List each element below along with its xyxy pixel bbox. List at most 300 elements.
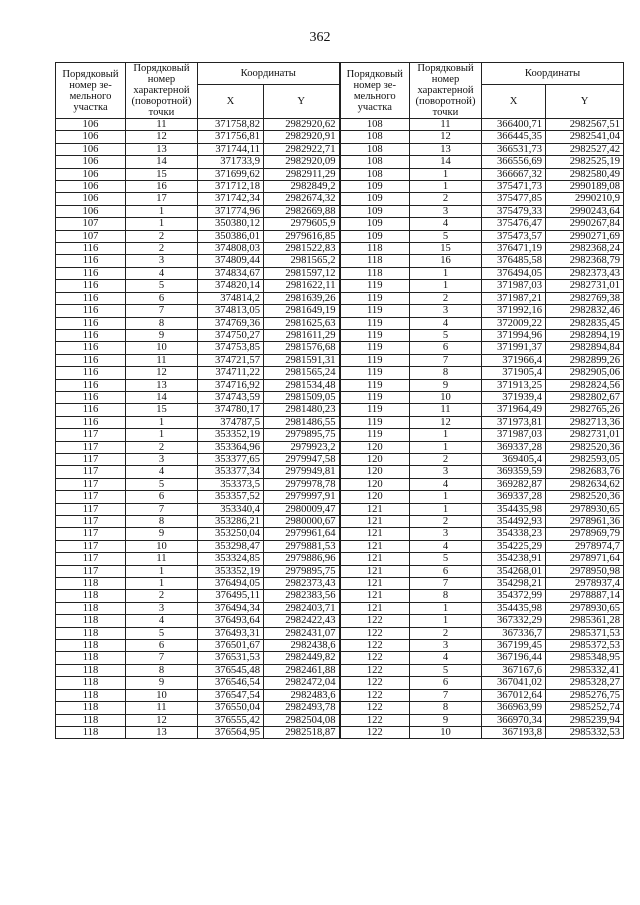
- table-row: [56, 143, 624, 155]
- y-coordinate-cell: 2982368,24: [546, 243, 624, 255]
- point-number-cell: 8: [126, 664, 198, 676]
- plot-number-cell: 118: [56, 726, 126, 738]
- plot-number-cell: 116: [56, 255, 126, 267]
- point-number-cell: 3: [410, 640, 482, 652]
- point-number-cell: 10: [126, 540, 198, 552]
- plot-number-cell: 118: [56, 652, 126, 664]
- table-row: [56, 329, 624, 341]
- plot-number-cell: 109: [340, 218, 410, 230]
- point-number-cell: 6: [126, 292, 198, 304]
- x-coordinate-cell: 371966,4: [482, 354, 546, 366]
- x-coordinate-cell: 367332,29: [482, 615, 546, 627]
- y-coordinate-cell: 2985252,74: [546, 702, 624, 714]
- plot-number-cell: 117: [56, 453, 126, 465]
- y-coordinate-cell: 2982461,88: [264, 664, 340, 676]
- header-x: X: [482, 85, 546, 119]
- y-coordinate-cell: 2979886,96: [264, 553, 340, 565]
- y-coordinate-cell: 2982894,19: [546, 329, 624, 341]
- x-coordinate-cell: 376493,64: [198, 615, 264, 627]
- point-number-cell: 2: [410, 516, 482, 528]
- table-row: [56, 491, 624, 503]
- y-coordinate-cell: 2978974,7: [546, 540, 624, 552]
- y-coordinate-cell: 2985276,75: [546, 689, 624, 701]
- table-row: [56, 416, 624, 428]
- table-row: [56, 367, 624, 379]
- plot-number-cell: 122: [340, 714, 410, 726]
- point-number-cell: 4: [410, 478, 482, 490]
- point-number-cell: 14: [126, 391, 198, 403]
- table-row: [56, 503, 624, 515]
- plot-number-cell: 121: [340, 565, 410, 577]
- plot-number-cell: 116: [56, 416, 126, 428]
- point-number-cell: 7: [410, 578, 482, 590]
- point-number-cell: 1: [126, 218, 198, 230]
- y-coordinate-cell: 2982472,04: [264, 677, 340, 689]
- plot-number-cell: 119: [340, 367, 410, 379]
- x-coordinate-cell: 376494,34: [198, 602, 264, 614]
- x-coordinate-cell: 354435,98: [482, 602, 546, 614]
- plot-number-cell: 106: [56, 143, 126, 155]
- plot-number-cell: 108: [340, 156, 410, 168]
- point-number-cell: 10: [410, 391, 482, 403]
- table-row: [56, 317, 624, 329]
- x-coordinate-cell: 371905,4: [482, 367, 546, 379]
- x-coordinate-cell: 376471,19: [482, 243, 546, 255]
- y-coordinate-cell: 2981480,23: [264, 404, 340, 416]
- x-coordinate-cell: 367193,8: [482, 726, 546, 738]
- x-coordinate-cell: 374787,5: [198, 416, 264, 428]
- point-number-cell: 8: [126, 516, 198, 528]
- header-plot-number: Порядковый номер зе-мельного участка: [56, 63, 126, 119]
- x-coordinate-cell: 366445,35: [482, 131, 546, 143]
- point-number-cell: 1: [410, 491, 482, 503]
- point-number-cell: 12: [126, 714, 198, 726]
- x-coordinate-cell: 371742,34: [198, 193, 264, 205]
- plot-number-cell: 109: [340, 181, 410, 193]
- x-coordinate-cell: 371758,82: [198, 119, 264, 131]
- plot-number-cell: 117: [56, 503, 126, 515]
- table-row: [56, 640, 624, 652]
- point-number-cell: 15: [126, 168, 198, 180]
- y-coordinate-cell: 2981639,26: [264, 292, 340, 304]
- y-coordinate-cell: 2981565,2: [264, 255, 340, 267]
- x-coordinate-cell: 353364,96: [198, 441, 264, 453]
- y-coordinate-cell: 2982580,49: [546, 168, 624, 180]
- y-coordinate-cell: 2979895,75: [264, 565, 340, 577]
- plot-number-cell: 122: [340, 664, 410, 676]
- point-number-cell: 11: [410, 119, 482, 131]
- y-coordinate-cell: 2982824,56: [546, 379, 624, 391]
- plot-number-cell: 106: [56, 193, 126, 205]
- table-row: [56, 267, 624, 279]
- x-coordinate-cell: 374711,22: [198, 367, 264, 379]
- table-row: [56, 131, 624, 143]
- x-coordinate-cell: 376531,53: [198, 652, 264, 664]
- y-coordinate-cell: 2978950,98: [546, 565, 624, 577]
- point-number-cell: 6: [410, 342, 482, 354]
- point-number-cell: 12: [410, 131, 482, 143]
- point-number-cell: 5: [126, 280, 198, 292]
- plot-number-cell: 122: [340, 627, 410, 639]
- x-coordinate-cell: 376494,05: [482, 267, 546, 279]
- y-coordinate-cell: 2982894,84: [546, 342, 624, 354]
- table-row: [56, 553, 624, 565]
- x-coordinate-cell: 366556,69: [482, 156, 546, 168]
- x-coordinate-cell: 369405,4: [482, 453, 546, 465]
- y-coordinate-cell: 2990267,84: [546, 218, 624, 230]
- y-coordinate-cell: 2982483,6: [264, 689, 340, 701]
- plot-number-cell: 117: [56, 466, 126, 478]
- y-coordinate-cell: 2990189,08: [546, 181, 624, 193]
- y-coordinate-cell: 2981522,83: [264, 243, 340, 255]
- y-coordinate-cell: 2985328,27: [546, 677, 624, 689]
- plot-number-cell: 108: [340, 168, 410, 180]
- x-coordinate-cell: 366963,99: [482, 702, 546, 714]
- plot-number-cell: 122: [340, 615, 410, 627]
- x-coordinate-cell: 367199,45: [482, 640, 546, 652]
- plot-number-cell: 120: [340, 491, 410, 503]
- x-coordinate-cell: 371987,21: [482, 292, 546, 304]
- plot-number-cell: 119: [340, 329, 410, 341]
- x-coordinate-cell: 354268,01: [482, 565, 546, 577]
- table-row: [56, 677, 624, 689]
- table-row: [56, 714, 624, 726]
- y-coordinate-cell: 2978971,64: [546, 553, 624, 565]
- point-number-cell: 5: [410, 664, 482, 676]
- y-coordinate-cell: 2979616,85: [264, 230, 340, 242]
- x-coordinate-cell: 353298,47: [198, 540, 264, 552]
- point-number-cell: 2: [126, 243, 198, 255]
- plot-number-cell: 122: [340, 726, 410, 738]
- plot-number-cell: 116: [56, 367, 126, 379]
- plot-number-cell: 118: [56, 664, 126, 676]
- point-number-cell: 6: [126, 640, 198, 652]
- plot-number-cell: 117: [56, 429, 126, 441]
- plot-number-cell: 109: [340, 230, 410, 242]
- x-coordinate-cell: 353377,65: [198, 453, 264, 465]
- point-number-cell: 12: [126, 367, 198, 379]
- table-row: [56, 391, 624, 403]
- x-coordinate-cell: 353286,21: [198, 516, 264, 528]
- y-coordinate-cell: 2982920,91: [264, 131, 340, 143]
- y-coordinate-cell: 2982403,71: [264, 602, 340, 614]
- plot-number-cell: 118: [340, 267, 410, 279]
- point-number-cell: 1: [126, 578, 198, 590]
- x-coordinate-cell: 374809,44: [198, 255, 264, 267]
- x-coordinate-cell: 371992,16: [482, 305, 546, 317]
- y-coordinate-cell: 2982769,38: [546, 292, 624, 304]
- point-number-cell: 1: [410, 168, 482, 180]
- point-number-cell: 2: [410, 453, 482, 465]
- point-number-cell: 16: [410, 255, 482, 267]
- x-coordinate-cell: 353340,4: [198, 503, 264, 515]
- plot-number-cell: 106: [56, 205, 126, 217]
- plot-number-cell: 106: [56, 131, 126, 143]
- x-coordinate-cell: 350380,12: [198, 218, 264, 230]
- point-number-cell: 8: [410, 590, 482, 602]
- table-row: [56, 342, 624, 354]
- x-coordinate-cell: 376495,11: [198, 590, 264, 602]
- y-coordinate-cell: 2982669,88: [264, 205, 340, 217]
- point-number-cell: 4: [126, 466, 198, 478]
- x-coordinate-cell: 374753,85: [198, 342, 264, 354]
- y-coordinate-cell: 2982541,04: [546, 131, 624, 143]
- plot-number-cell: 116: [56, 354, 126, 366]
- plot-number-cell: 121: [340, 516, 410, 528]
- plot-number-cell: 109: [340, 205, 410, 217]
- y-coordinate-cell: 2982520,36: [546, 441, 624, 453]
- y-coordinate-cell: 2982525,19: [546, 156, 624, 168]
- plot-number-cell: 119: [340, 379, 410, 391]
- x-coordinate-cell: 371913,25: [482, 379, 546, 391]
- point-number-cell: 1: [410, 267, 482, 279]
- plot-number-cell: 122: [340, 640, 410, 652]
- plot-number-cell: 117: [56, 441, 126, 453]
- y-coordinate-cell: 2981576,68: [264, 342, 340, 354]
- y-coordinate-cell: 2985371,53: [546, 627, 624, 639]
- y-coordinate-cell: 2982683,76: [546, 466, 624, 478]
- point-number-cell: 4: [410, 540, 482, 552]
- plot-number-cell: 117: [56, 478, 126, 490]
- plot-number-cell: 118: [56, 615, 126, 627]
- x-coordinate-cell: 366970,34: [482, 714, 546, 726]
- x-coordinate-cell: 374834,67: [198, 267, 264, 279]
- plot-number-cell: 118: [56, 702, 126, 714]
- y-coordinate-cell: 2978969,79: [546, 528, 624, 540]
- plot-number-cell: 118: [56, 627, 126, 639]
- x-coordinate-cell: 366400,71: [482, 119, 546, 131]
- y-coordinate-cell: 2982493,78: [264, 702, 340, 714]
- plot-number-cell: 116: [56, 243, 126, 255]
- table-row: [56, 404, 624, 416]
- plot-number-cell: 108: [340, 119, 410, 131]
- x-coordinate-cell: 371774,96: [198, 205, 264, 217]
- x-coordinate-cell: 369359,59: [482, 466, 546, 478]
- table-row: [56, 379, 624, 391]
- x-coordinate-cell: 353250,04: [198, 528, 264, 540]
- y-coordinate-cell: 2981611,29: [264, 329, 340, 341]
- point-number-cell: 16: [126, 181, 198, 193]
- header-plot-number: Порядковый номер зе-мельного участка: [340, 63, 410, 119]
- x-coordinate-cell: 371964,49: [482, 404, 546, 416]
- x-coordinate-cell: 375476,47: [482, 218, 546, 230]
- point-number-cell: 4: [410, 218, 482, 230]
- header-coordinates: Координаты: [198, 63, 340, 85]
- y-coordinate-cell: 2979895,75: [264, 429, 340, 441]
- y-coordinate-cell: 2990271,69: [546, 230, 624, 242]
- table-row: [56, 181, 624, 193]
- plot-number-cell: 121: [340, 602, 410, 614]
- plot-number-cell: 122: [340, 689, 410, 701]
- plot-number-cell: 116: [56, 329, 126, 341]
- table-row: [56, 354, 624, 366]
- table-row: [56, 540, 624, 552]
- x-coordinate-cell: 371973,81: [482, 416, 546, 428]
- header-y: Y: [264, 85, 340, 119]
- table-row: [56, 205, 624, 217]
- x-coordinate-cell: 375479,33: [482, 205, 546, 217]
- point-number-cell: 1: [126, 205, 198, 217]
- table-row: [56, 119, 624, 131]
- x-coordinate-cell: 375473,57: [482, 230, 546, 242]
- point-number-cell: 2: [126, 441, 198, 453]
- point-number-cell: 2: [126, 230, 198, 242]
- plot-number-cell: 108: [340, 143, 410, 155]
- x-coordinate-cell: 371756,81: [198, 131, 264, 143]
- x-coordinate-cell: 371712,18: [198, 181, 264, 193]
- x-coordinate-cell: 371987,03: [482, 429, 546, 441]
- plot-number-cell: 122: [340, 702, 410, 714]
- point-number-cell: 11: [126, 354, 198, 366]
- y-coordinate-cell: 2979997,91: [264, 491, 340, 503]
- point-number-cell: 5: [126, 478, 198, 490]
- table-row: [56, 689, 624, 701]
- x-coordinate-cell: 371994,96: [482, 329, 546, 341]
- x-coordinate-cell: 353357,52: [198, 491, 264, 503]
- y-coordinate-cell: 2982765,26: [546, 404, 624, 416]
- point-number-cell: 7: [410, 689, 482, 701]
- y-coordinate-cell: 2981622,11: [264, 280, 340, 292]
- x-coordinate-cell: 376494,05: [198, 578, 264, 590]
- y-coordinate-cell: 2982899,26: [546, 354, 624, 366]
- y-coordinate-cell: 2990243,64: [546, 205, 624, 217]
- header-coordinates: Координаты: [482, 63, 624, 85]
- point-number-cell: 1: [410, 615, 482, 627]
- y-coordinate-cell: 2982422,43: [264, 615, 340, 627]
- x-coordinate-cell: 376555,42: [198, 714, 264, 726]
- y-coordinate-cell: 2981509,05: [264, 391, 340, 403]
- x-coordinate-cell: 371699,62: [198, 168, 264, 180]
- table-row: [56, 218, 624, 230]
- y-coordinate-cell: 2981597,12: [264, 267, 340, 279]
- plot-number-cell: 107: [56, 218, 126, 230]
- plot-number-cell: 118: [56, 714, 126, 726]
- table-row: [56, 466, 624, 478]
- x-coordinate-cell: 376501,67: [198, 640, 264, 652]
- x-coordinate-cell: 374721,57: [198, 354, 264, 366]
- y-coordinate-cell: 2979949,81: [264, 466, 340, 478]
- y-coordinate-cell: 2982567,51: [546, 119, 624, 131]
- x-coordinate-cell: 374769,36: [198, 317, 264, 329]
- plot-number-cell: 119: [340, 354, 410, 366]
- y-coordinate-cell: 2982373,43: [264, 578, 340, 590]
- plot-number-cell: 120: [340, 453, 410, 465]
- y-coordinate-cell: 2979961,64: [264, 528, 340, 540]
- x-coordinate-cell: 374716,92: [198, 379, 264, 391]
- table-row: [56, 453, 624, 465]
- y-coordinate-cell: 2982449,82: [264, 652, 340, 664]
- plot-number-cell: 118: [56, 590, 126, 602]
- point-number-cell: 4: [410, 652, 482, 664]
- point-number-cell: 9: [410, 714, 482, 726]
- x-coordinate-cell: 353352,19: [198, 429, 264, 441]
- y-coordinate-cell: 2981565,24: [264, 367, 340, 379]
- x-coordinate-cell: 353324,85: [198, 553, 264, 565]
- header-point-number: Порядковый номер характерной (поворотной) точки: [126, 63, 198, 119]
- x-coordinate-cell: 374780,17: [198, 404, 264, 416]
- point-number-cell: 3: [410, 466, 482, 478]
- plot-number-cell: 118: [56, 677, 126, 689]
- point-number-cell: 2: [410, 292, 482, 304]
- point-number-cell: 3: [410, 528, 482, 540]
- y-coordinate-cell: 2978887,14: [546, 590, 624, 602]
- point-number-cell: 4: [126, 615, 198, 627]
- y-coordinate-cell: 2982518,87: [264, 726, 340, 738]
- y-coordinate-cell: 2982504,08: [264, 714, 340, 726]
- page-number: 362: [309, 30, 331, 45]
- header-x: X: [198, 85, 264, 119]
- x-coordinate-cell: 376485,58: [482, 255, 546, 267]
- point-number-cell: 14: [126, 156, 198, 168]
- x-coordinate-cell: 375471,73: [482, 181, 546, 193]
- x-coordinate-cell: 376493,31: [198, 627, 264, 639]
- y-coordinate-cell: 2982431,07: [264, 627, 340, 639]
- y-coordinate-cell: 2979978,78: [264, 478, 340, 490]
- y-coordinate-cell: 2982731,01: [546, 429, 624, 441]
- plot-number-cell: 121: [340, 540, 410, 552]
- plot-number-cell: 116: [56, 317, 126, 329]
- y-coordinate-cell: 2982674,32: [264, 193, 340, 205]
- point-number-cell: 4: [410, 317, 482, 329]
- y-coordinate-cell: 2978961,36: [546, 516, 624, 528]
- y-coordinate-cell: 2982832,46: [546, 305, 624, 317]
- plot-number-cell: 117: [56, 516, 126, 528]
- table-row: [56, 243, 624, 255]
- y-coordinate-cell: 2981591,31: [264, 354, 340, 366]
- plot-number-cell: 119: [340, 429, 410, 441]
- y-coordinate-cell: 2982802,67: [546, 391, 624, 403]
- point-number-cell: 5: [126, 627, 198, 639]
- x-coordinate-cell: 354492,93: [482, 516, 546, 528]
- plot-number-cell: 108: [340, 131, 410, 143]
- point-number-cell: 1: [410, 181, 482, 193]
- plot-number-cell: 106: [56, 168, 126, 180]
- x-coordinate-cell: 354298,21: [482, 578, 546, 590]
- plot-number-cell: 120: [340, 478, 410, 490]
- x-coordinate-cell: 369337,28: [482, 491, 546, 503]
- y-coordinate-cell: 2985332,41: [546, 664, 624, 676]
- point-number-cell: 6: [410, 565, 482, 577]
- y-coordinate-cell: 2981625,63: [264, 317, 340, 329]
- x-coordinate-cell: 367196,44: [482, 652, 546, 664]
- y-coordinate-cell: 2982713,36: [546, 416, 624, 428]
- point-number-cell: 3: [126, 255, 198, 267]
- point-number-cell: 1: [410, 503, 482, 515]
- y-coordinate-cell: 2990210,9: [546, 193, 624, 205]
- plot-number-cell: 118: [56, 689, 126, 701]
- y-coordinate-cell: 2985372,53: [546, 640, 624, 652]
- point-number-cell: 8: [410, 702, 482, 714]
- plot-number-cell: 122: [340, 677, 410, 689]
- x-coordinate-cell: 366531,73: [482, 143, 546, 155]
- point-number-cell: 6: [126, 491, 198, 503]
- point-number-cell: 1: [126, 565, 198, 577]
- y-coordinate-cell: 2979605,9: [264, 218, 340, 230]
- plot-number-cell: 106: [56, 181, 126, 193]
- x-coordinate-cell: 354238,91: [482, 553, 546, 565]
- y-coordinate-cell: 2982368,79: [546, 255, 624, 267]
- point-number-cell: 14: [410, 156, 482, 168]
- y-coordinate-cell: 2979947,58: [264, 453, 340, 465]
- y-coordinate-cell: 2982922,71: [264, 143, 340, 155]
- table-row: [56, 168, 624, 180]
- plot-number-cell: 118: [56, 640, 126, 652]
- x-coordinate-cell: 354435,98: [482, 503, 546, 515]
- plot-number-cell: 121: [340, 503, 410, 515]
- y-coordinate-cell: 2978937,4: [546, 578, 624, 590]
- point-number-cell: 2: [126, 590, 198, 602]
- y-coordinate-cell: 2978930,65: [546, 503, 624, 515]
